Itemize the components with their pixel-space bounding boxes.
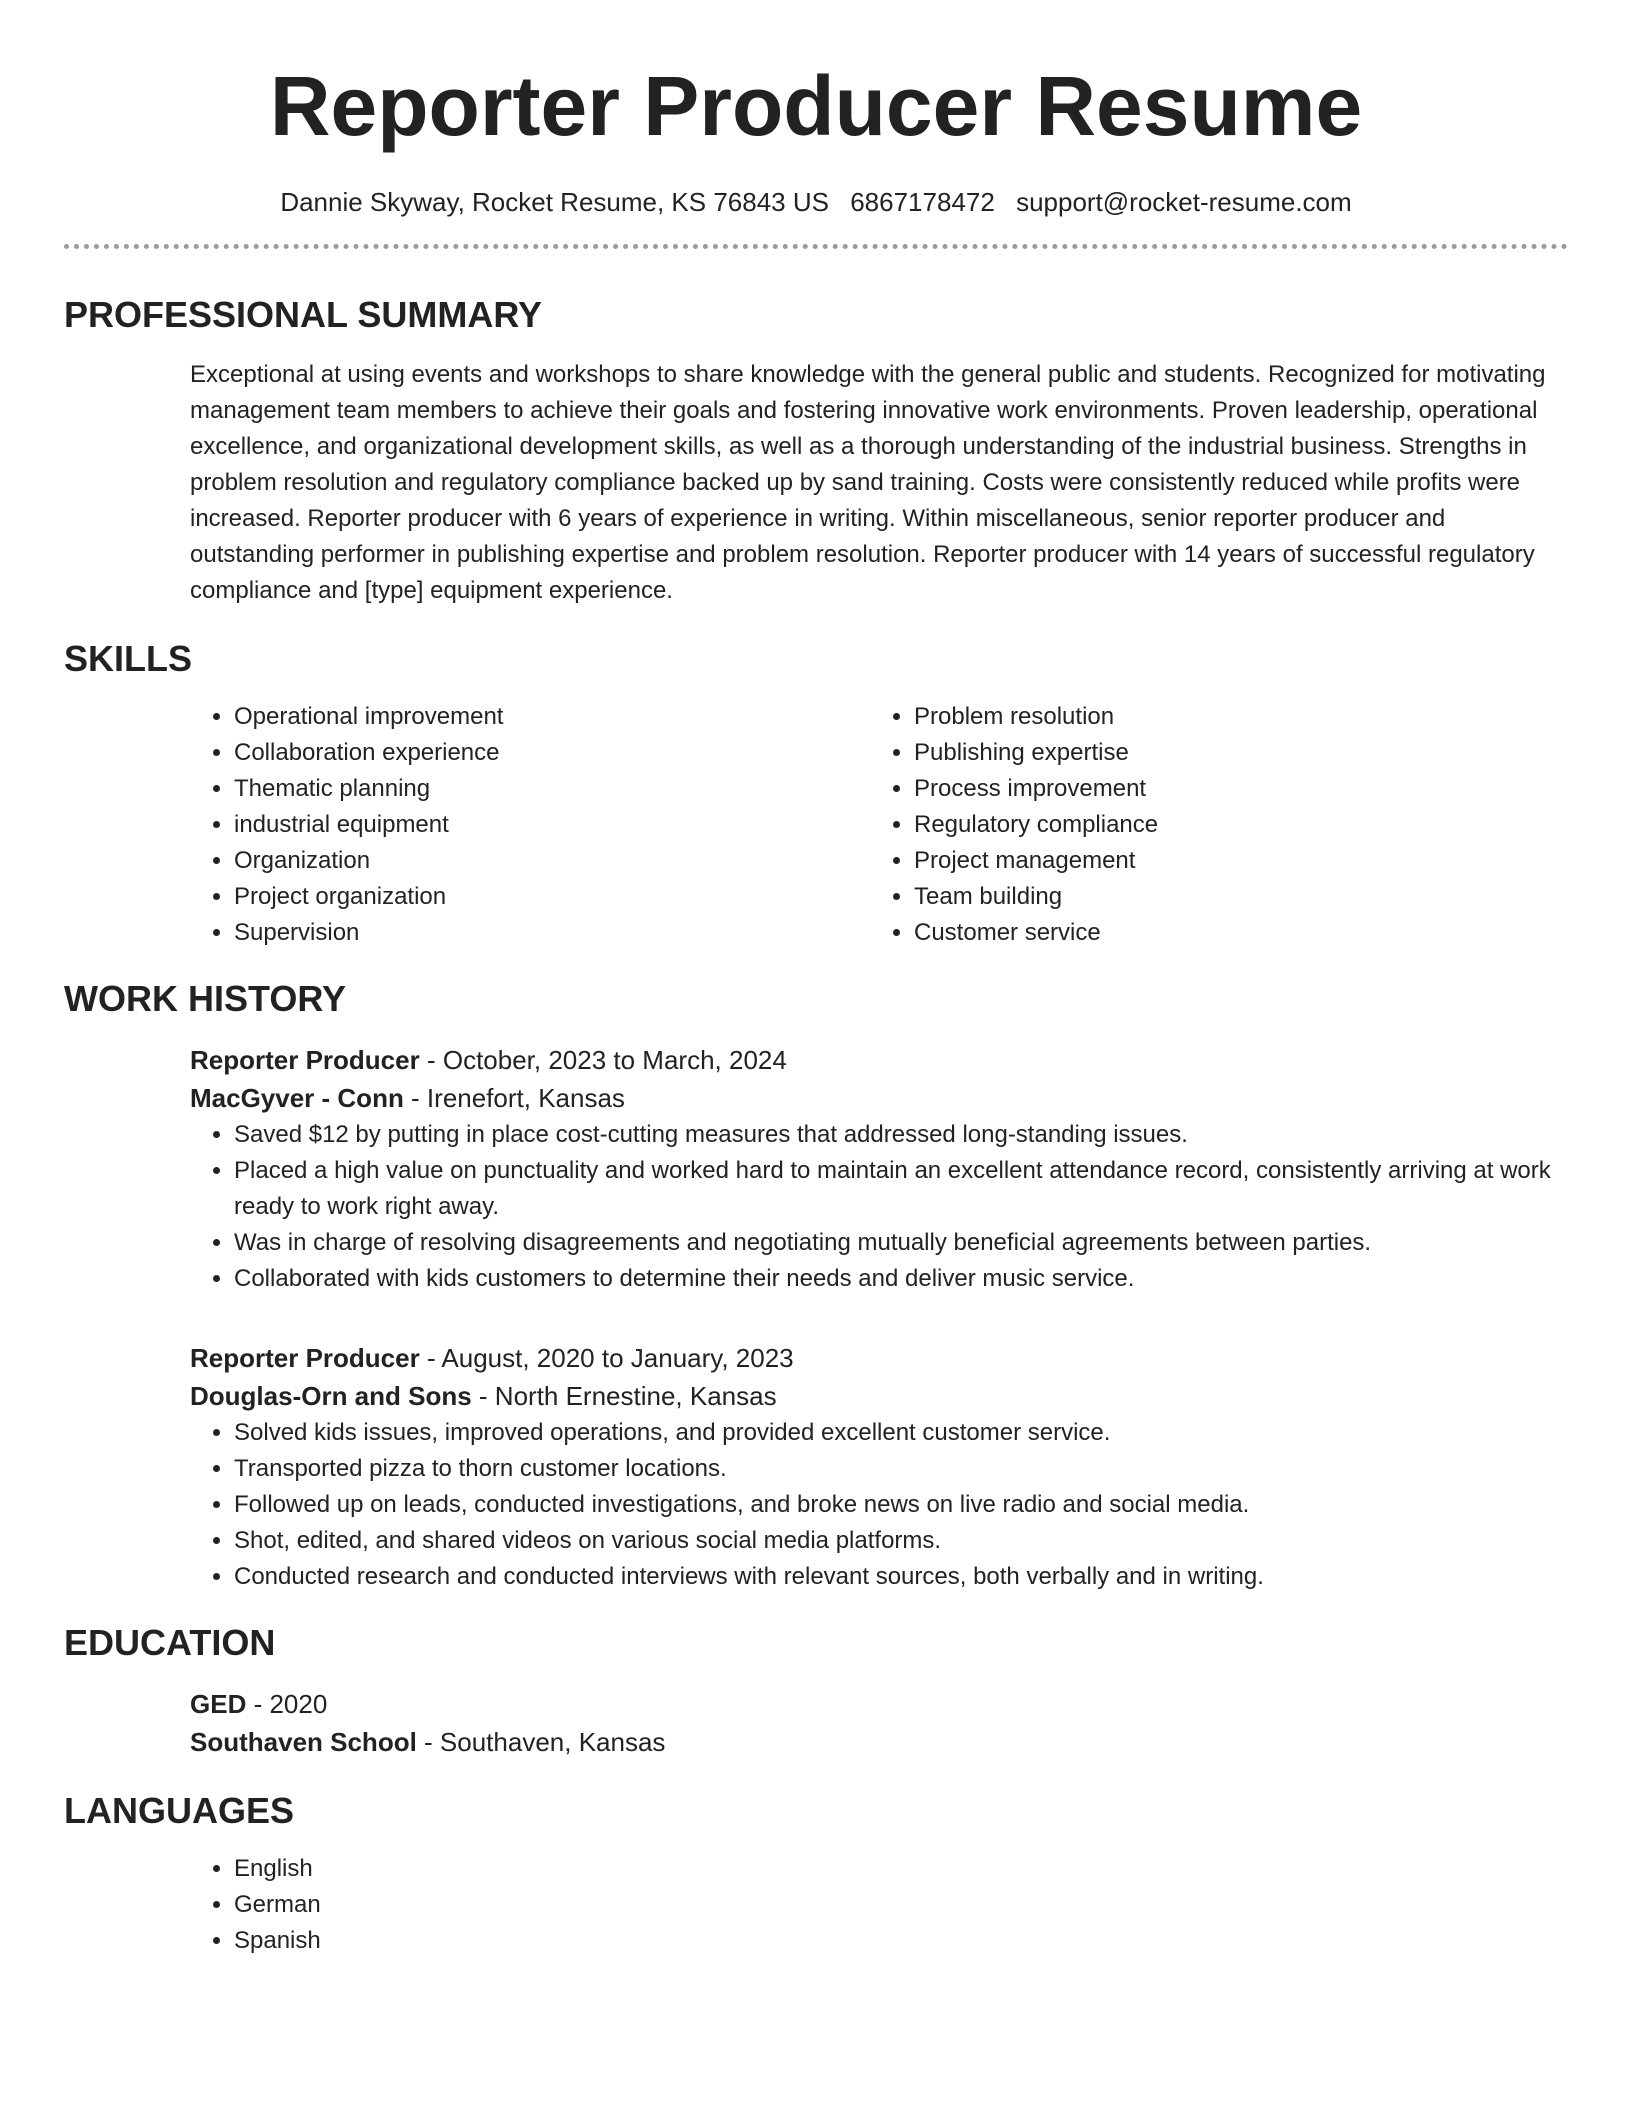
work-history-heading: WORK HISTORY [64, 978, 347, 1019]
job-title-line [190, 1339, 1568, 1377]
job-company-line [190, 1079, 1568, 1117]
job-bullet: • Saved $12 by putting in place cost-cutting measures that addressed long-standing issues. [234, 1117, 1568, 1153]
skill-item: • industrial equipment [234, 807, 870, 843]
job-bullet: • Placed a high value on punctuality and worked hard to maintain an excellent attendance record, consistently arriving at work ready to work right away. [234, 1153, 1568, 1225]
skill-item: • Organization [234, 843, 870, 879]
school-line [190, 1723, 1568, 1761]
header-divider [64, 244, 1568, 249]
skills-grid [64, 699, 1568, 951]
job-company-line [190, 1377, 1568, 1415]
job-bullet: • Transported pizza to thorn customer locations. [234, 1451, 1568, 1487]
job-dates: - October, 2023 to March, 2024 [419, 1045, 787, 1075]
job-bullet: • Was in charge of resolving disagreements and negotiating mutually beneficial agreements between parties. [234, 1225, 1568, 1261]
languages-heading: LANGUAGES [64, 1790, 295, 1831]
job-company: MacGyver - Conn [190, 1083, 404, 1113]
job-title-line [190, 1041, 1568, 1079]
job-bullets [190, 1415, 1568, 1595]
skill-item: • Thematic planning [234, 771, 870, 807]
skill-item: • Project management [914, 843, 1550, 879]
skills-column-left [190, 699, 870, 951]
skill-item: • Customer service [914, 915, 1550, 951]
job-bullet: • Solved kids issues, improved operations, and provided excellent customer service. [234, 1415, 1568, 1451]
job-entry [64, 1041, 1568, 1297]
job-bullet: • Conducted research and conducted interviews with relevant sources, both verbally and in writing. [234, 1559, 1568, 1595]
education-entry [64, 1685, 1568, 1761]
work-history-section [64, 977, 1568, 1595]
languages-list-wrap [64, 1851, 1568, 1959]
summary-heading: PROFESSIONAL SUMMARY [64, 294, 543, 335]
languages-section [64, 1789, 1568, 1959]
contact-phone: 6867178472 [850, 187, 995, 217]
resume-title: Reporter Producer Resume [269, 59, 1363, 153]
contact-email: support@rocket-resume.com [1016, 187, 1352, 217]
job-location: - Irenefort, Kansas [403, 1083, 625, 1113]
education-heading: EDUCATION [64, 1622, 276, 1663]
job-title: Reporter Producer [190, 1045, 420, 1075]
job-company: Douglas-Orn and Sons [190, 1381, 472, 1411]
skill-item: • Collaboration experience [234, 735, 870, 771]
job-bullet: • Shot, edited, and shared videos on various social media platforms. [234, 1523, 1568, 1559]
skills-column-right [870, 699, 1550, 951]
job-entry [64, 1339, 1568, 1595]
job-bullets [190, 1117, 1568, 1297]
skill-item: • Problem resolution [914, 699, 1550, 735]
skill-item: • Regulatory compliance [914, 807, 1550, 843]
school-name: Southaven School [190, 1727, 417, 1757]
language-item: • German [234, 1887, 1568, 1923]
job-bullet: • Followed up on leads, conducted investigations, and broke news on live radio and social media. [234, 1487, 1568, 1523]
summary-section [64, 293, 1568, 609]
skill-item: • Supervision [234, 915, 870, 951]
skill-item: • Process improvement [914, 771, 1550, 807]
education-section [64, 1621, 1568, 1761]
job-dates: - August, 2020 to January, 2023 [419, 1343, 794, 1373]
contact-line [64, 184, 1568, 220]
skills-heading: SKILLS [64, 638, 193, 679]
skill-item: • Team building [914, 879, 1550, 915]
degree-year: - 2020 [246, 1689, 328, 1719]
skills-list-right [870, 699, 1550, 951]
language-item: • Spanish [234, 1923, 1568, 1959]
job-location: - North Ernestine, Kansas [471, 1381, 777, 1411]
degree-line [190, 1685, 1568, 1723]
job-bullet: • Collaborated with kids customers to determine their needs and deliver music service. [234, 1261, 1568, 1297]
summary-text: Exceptional at using events and workshops to share knowledge with the general public and students. Recognized for motivating management team members to achieve their goals and fostering innovative work environments. Proven leadership, operational excellence, and organizational development skills, as well as a thorough understanding of the industrial business. Strengths in problem resolution and regulatory compliance backed up by sand training. Costs were consistently reduced while profits were increased. Reporter producer with 6 years of experience in writing. Within miscellaneous, senior reporter producer and outstanding performer in publishing expertise and problem resolution. Reporter producer with 14 years of successful regulatory compliance and [type] equipment experience. [190, 361, 1546, 604]
skills-list-left [190, 699, 870, 951]
languages-list [190, 1851, 1568, 1959]
school-location: - Southaven, Kansas [416, 1727, 666, 1757]
job-title: Reporter Producer [190, 1343, 420, 1373]
contact-address: Dannie Skyway, Rocket Resume, KS 76843 US [280, 187, 829, 217]
skills-section [64, 637, 1568, 951]
degree: GED [190, 1689, 247, 1719]
language-item: • English [234, 1851, 1568, 1887]
skill-item: • Operational improvement [234, 699, 870, 735]
skill-item: • Publishing expertise [914, 735, 1550, 771]
skill-item: • Project organization [234, 879, 870, 915]
